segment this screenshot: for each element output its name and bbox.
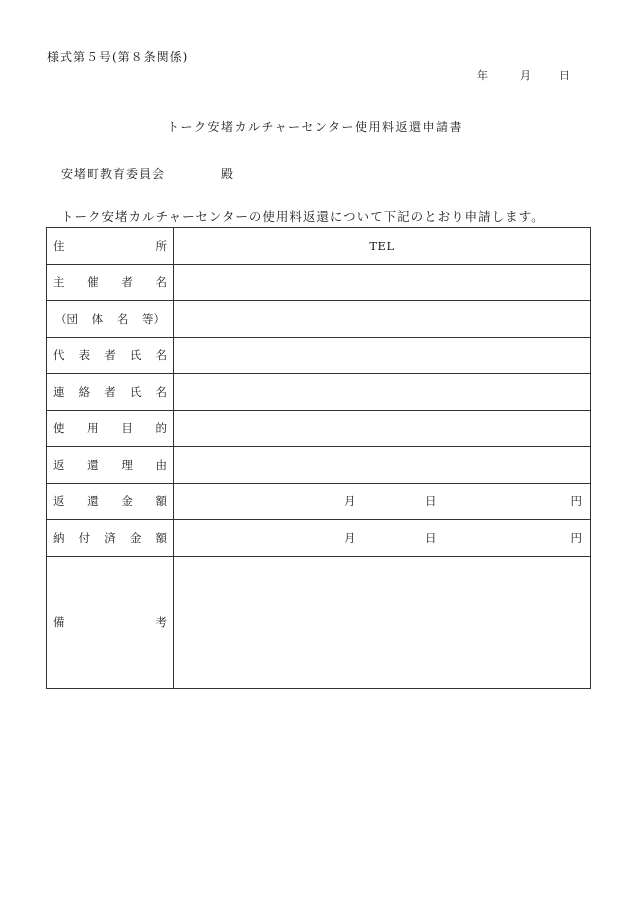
paid-yen-label: 円	[570, 530, 582, 545]
label-address-chars: 住 所	[53, 238, 167, 253]
intro-text: トーク安堵カルチャーセンターの使用料返還について下記のとおり申請します。	[61, 209, 545, 224]
row-refund-amount	[47, 483, 591, 520]
application-form-table	[46, 227, 591, 689]
date-day-label: 日	[559, 69, 570, 82]
field-representative[interactable]	[174, 337, 591, 374]
label-purpose: 使 用 目 的	[47, 410, 174, 447]
label-group-name: （団 体 名 等）	[47, 301, 174, 338]
date-month-label: 月	[520, 69, 531, 82]
row-address	[47, 228, 591, 265]
label-representative: 代 表 者 氏 名	[47, 337, 174, 374]
field-remarks[interactable]	[174, 556, 591, 688]
label-contact-person: 連 絡 者 氏 名	[47, 374, 174, 411]
label-paid-amount: 納 付 済 金 額	[47, 520, 174, 557]
label-organizer: 主 催 者 名	[47, 264, 174, 301]
field-purpose[interactable]	[174, 410, 591, 447]
row-refund-reason	[47, 447, 591, 484]
row-representative	[47, 337, 591, 374]
label-remarks: 備 考	[47, 556, 174, 688]
field-address[interactable]	[174, 228, 591, 265]
row-purpose	[47, 410, 591, 447]
row-organizer	[47, 264, 591, 301]
field-refund-reason[interactable]	[174, 447, 591, 484]
addressee-honorific: 殿	[221, 167, 234, 181]
form-number: 様式第５号(第８条関係)	[47, 50, 189, 64]
field-organizer[interactable]	[174, 264, 591, 301]
tel-label: TEL	[369, 238, 395, 253]
refund-day-label: 日	[425, 494, 437, 509]
field-refund-amount[interactable]	[174, 483, 591, 520]
paid-day-label: 日	[425, 530, 437, 545]
label-address	[47, 228, 174, 265]
addressee-name: 安堵町教育委員会	[61, 167, 166, 181]
row-remarks	[47, 556, 591, 688]
date-year-label: 年	[477, 69, 488, 82]
row-group-name	[47, 301, 591, 338]
field-contact-person[interactable]	[174, 374, 591, 411]
paid-month-label: 月	[344, 530, 356, 545]
row-contact-person	[47, 374, 591, 411]
field-paid-amount[interactable]	[174, 520, 591, 557]
field-group-name[interactable]	[174, 301, 591, 338]
label-refund-reason: 返 還 理 由	[47, 447, 174, 484]
refund-yen-label: 円	[570, 494, 582, 509]
document-title: トーク安堵カルチャーセンター使用料返還申請書	[167, 120, 463, 134]
refund-month-label: 月	[344, 494, 356, 509]
label-refund-amount: 返 還 金 額	[47, 483, 174, 520]
row-paid-amount	[47, 520, 591, 557]
